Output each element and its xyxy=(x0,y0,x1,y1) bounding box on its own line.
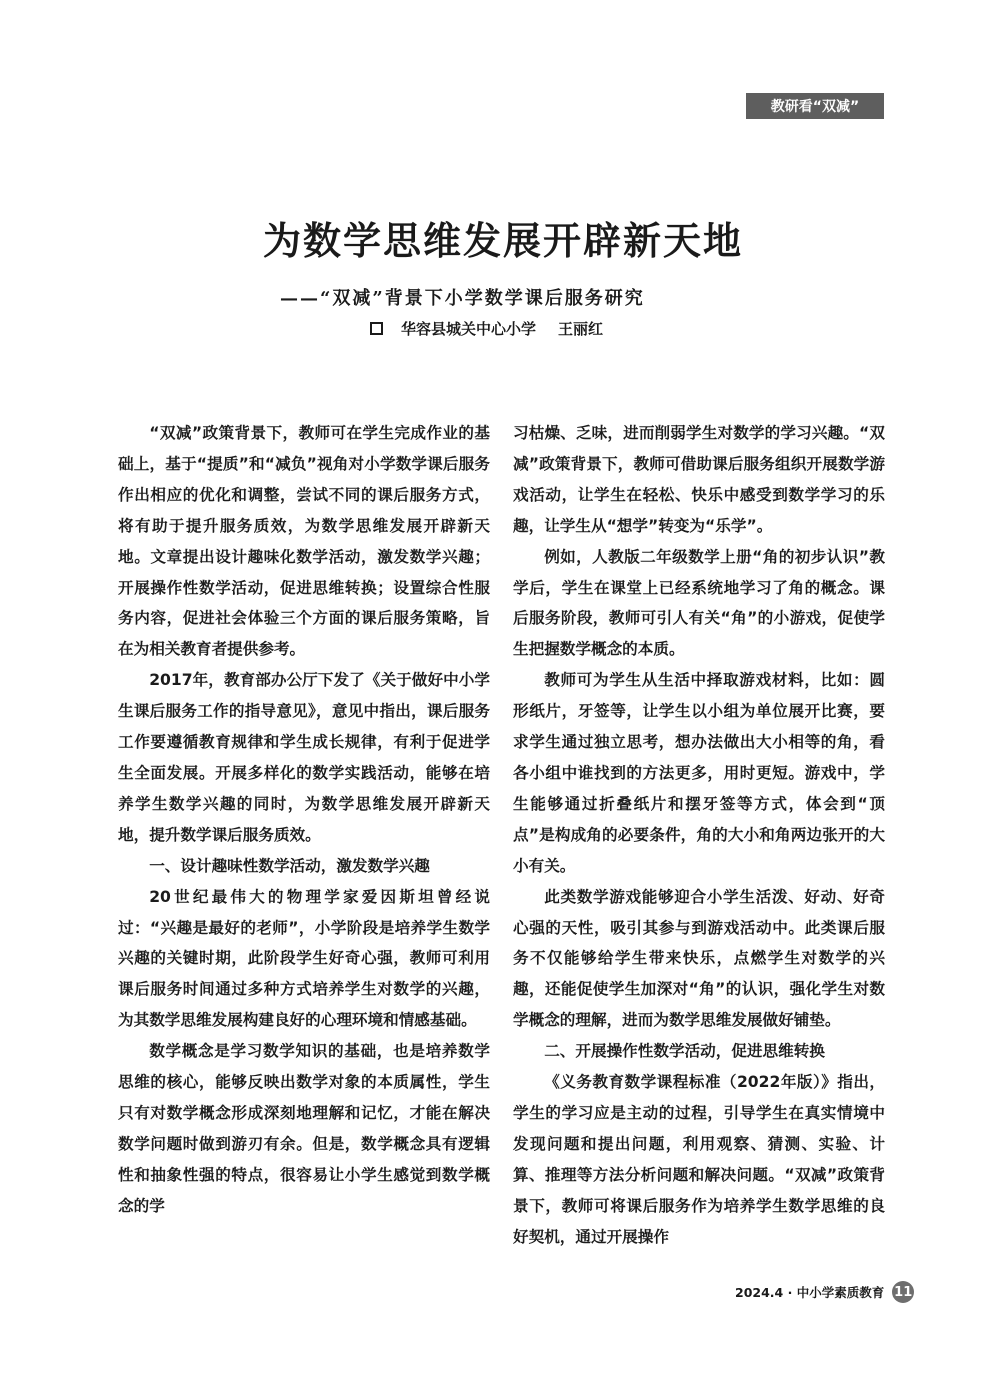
page-number: 11 xyxy=(892,1281,914,1303)
column-tag: 教研看“双减” xyxy=(746,93,884,119)
byline-marker-icon xyxy=(370,322,383,335)
paragraph: 数学概念是学习数学知识的基础，也是培养数学思维的核心，能够反映出数学对象的本质属性，学生只有对数学概念形成深刻地理解和记忆，才能在解决数学问题时做到游刃有余。但是，数学概念具有逻辑性和抽象性强的特点，很容易让小学生感觉到数学概念的学 xyxy=(118,1042,490,1215)
author-name: 王丽红 xyxy=(558,320,604,338)
paragraph: 例如，人教版二年级数学上册“角的初步认识”教学后，学生在课堂上已经系统地学习了角的概念。课后服务阶段，教师可引人有关“角”的小游戏，促使学生把握数学概念的本质。 xyxy=(513,547,885,659)
paragraph: 此类数学游戏能够迎合小学生活泼、好动、好奇心强的天性，吸引其参与到游戏活动中。此类课后服务不仅能够给学生带来快乐，点燃学生对数学的兴趣，还能促使学生加深对“角”的认识，强化学生对数学概念的理解，进而为数学思维发展做好铺垫。 xyxy=(513,887,885,1030)
issue-info: 2024.4 · 中小学素质教育 xyxy=(735,1285,885,1300)
paragraph: 20世纪最伟大的物理学家爱因斯坦曾经说过：“兴趣是最好的老师”，小学阶段是培养学生数学兴趣的关键时期，此阶段学生好奇心强，教师可利用课后服务时间通过多种方式培养学生对数学的兴趣，为其数学思维发展构建良好的心理环境和情感基础。 xyxy=(118,887,490,1030)
article-subtitle: ——“双减”背景下小学数学课后服务研究 xyxy=(280,288,645,309)
right-column xyxy=(513,418,885,1252)
left-column xyxy=(118,418,490,1222)
paragraph: 教师可为学生从生活中择取游戏材料，比如：圆形纸片，牙签等，让学生以小组为单位展开比赛，要求学生通过独立思考，想办法做出大小相等的角，看各小组中谁找到的方法更多，用时更短。游戏中，学生能够通过折叠纸片和摆牙签等方式，体会到“顶点”是构成角的必要条件，角的大小和角两边张开的大小有关。 xyxy=(513,671,885,875)
paragraph: 《义务教育数学课程标准（2022年版）》指出，学生的学习应是主动的过程，引导学生在真实情境中发现问题和提出问题，利用观察、猜测、实验、计算、推理等方法分析问题和解决问题。“双减”政策背景下，教师可将课后服务作为培养学生数学思维的良好契机，通过开展操作 xyxy=(513,1073,885,1246)
byline xyxy=(370,318,603,339)
author-affiliation: 华容县城关中心小学 xyxy=(401,320,537,338)
section-heading: 一、设计趣味性数学活动，激发数学兴趣 xyxy=(149,856,430,875)
paragraph: “双减”政策背景下，教师可在学生完成作业的基础上，基于“提质”和“减负”视角对小学数学课后服务作出相应的优化和调整，尝试不同的课后服务方式，将有助于提升服务质效，为数学思维发展开辟新天地。文章提出设计趣味化数学活动，激发数学兴趣；开展操作性数学活动，促进思维转换；设置综合性服务内容，促进社会体验三个方面的课后服务策略，旨在为相关教育者提供参考。 xyxy=(118,424,490,659)
paragraph: 2017年，教育部办公厅下发了《关于做好中小学生课后服务工作的指导意见》，意见中指出，课后服务工作要遵循教育规律和学生成长规律，有利于促进学生全面发展。开展多样化的数学实践活动，能够在培养学生数学兴趣的同时，为数学思维发展开辟新天地，提升数学课后服务质效。 xyxy=(118,671,490,844)
paragraph: 习枯燥、乏味，进而削弱学生对数学的学习兴趣。“双减”政策背景下，教师可借助课后服务组织开展数学游戏活动，让学生在轻松、快乐中感受到数学学习的乐趣，让学生从“想学”转变为“乐学”。 xyxy=(513,424,885,535)
page-footer xyxy=(735,1281,914,1303)
article-title: 为数学思维发展开辟新天地 xyxy=(262,219,743,263)
section-heading: 二、开展操作性数学活动，促进思维转换 xyxy=(544,1042,825,1061)
